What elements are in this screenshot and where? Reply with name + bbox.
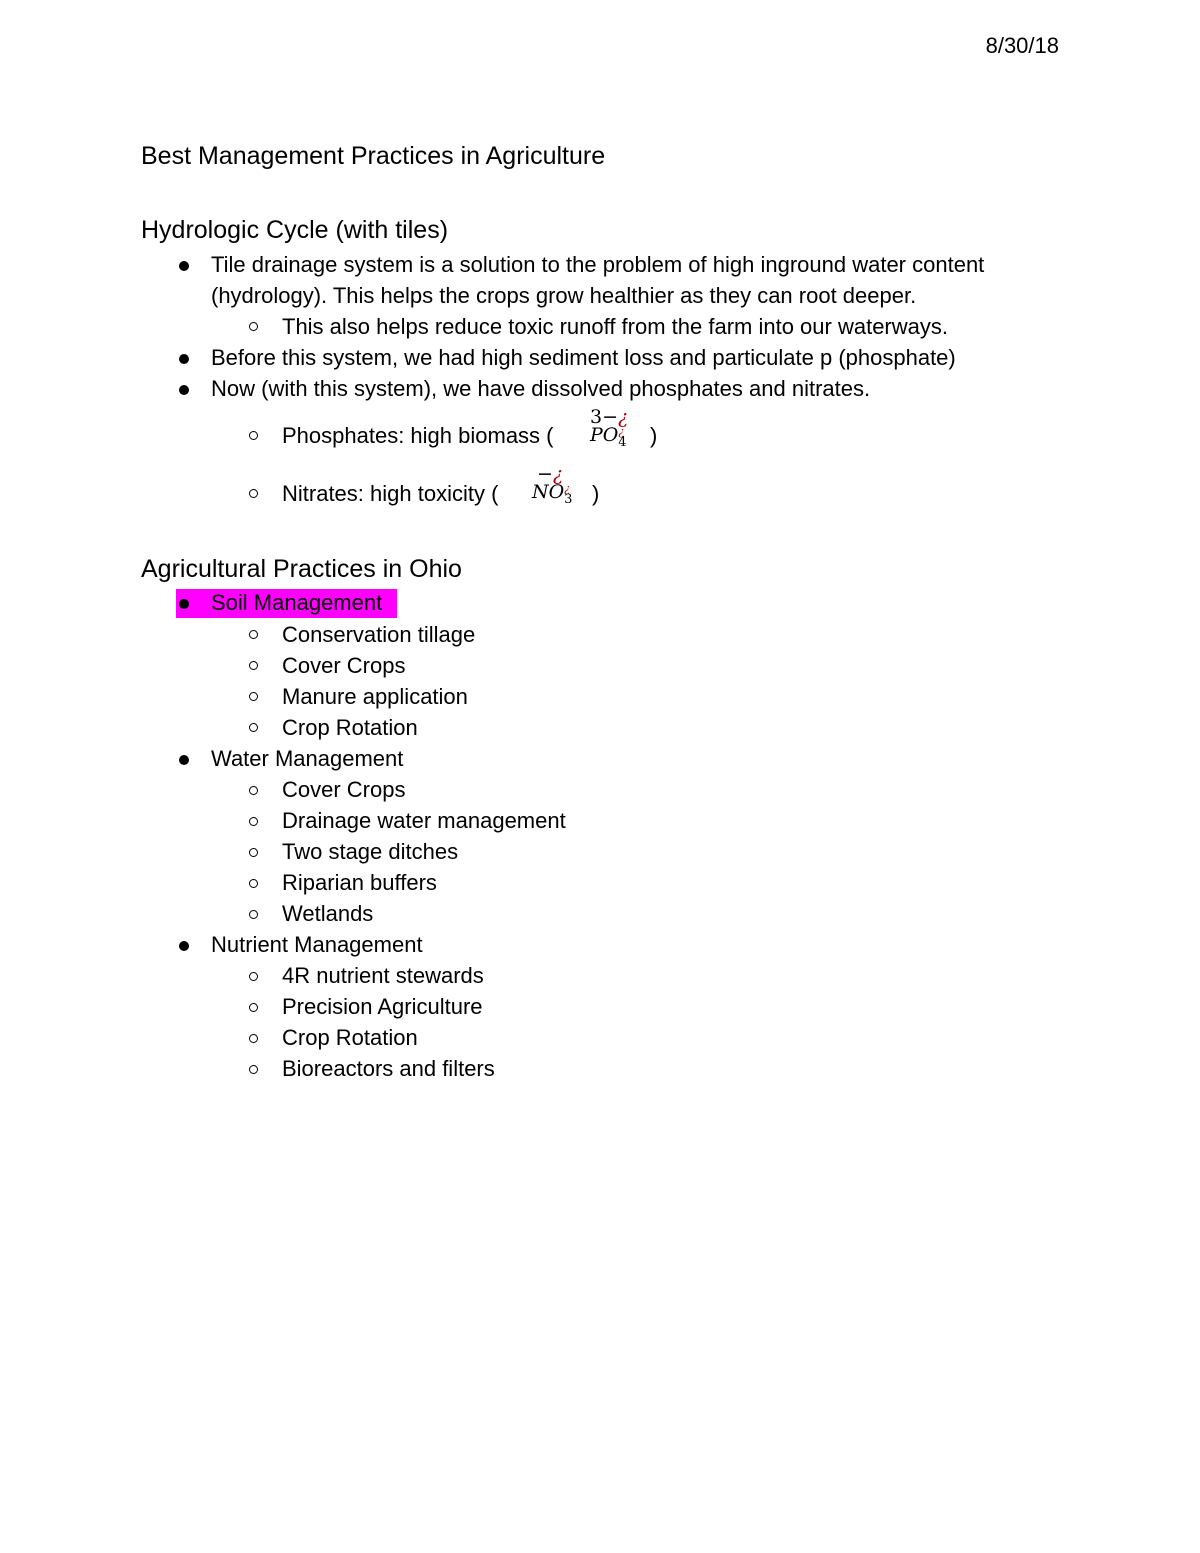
- sub-bullet-circle: [249, 661, 258, 670]
- soil-item: Crop Rotation: [282, 715, 418, 740]
- sub-bullet-circle: [249, 431, 258, 440]
- nitrates-close-paren: ): [592, 481, 600, 506]
- bullet-soil-management: Soil Management: [211, 590, 383, 615]
- nutrient-item: Crop Rotation: [282, 1025, 418, 1050]
- soil-item: Conservation tillage: [282, 622, 476, 647]
- bullet-before-system: Before this system, we had high sediment loss and particulate p (phosphate): [211, 345, 956, 370]
- nutrient-item: Precision Agriculture: [282, 994, 483, 1019]
- sub-bullet-circle: [249, 972, 258, 981]
- bullet-dot: [179, 354, 189, 364]
- sub-bullet-circle: [249, 322, 258, 331]
- sub-bullet-circle: [249, 817, 258, 826]
- water-item: Drainage water management: [282, 808, 566, 833]
- sub-bullet-toxic-runoff: This also helps reduce toxic runoff from the farm into our waterways.: [282, 314, 948, 339]
- sub-bullet-circle: [249, 879, 258, 888]
- bullet-nutrient-management: Nutrient Management: [211, 932, 423, 957]
- document-date: 8/30/18: [985, 33, 1059, 58]
- bullet-tile-drainage-line1: Tile drainage system is a solution to the problem of high inground water content: [211, 252, 985, 277]
- nutrient-item: Bioreactors and filters: [282, 1056, 495, 1081]
- sub-bullet-circle: [249, 630, 258, 639]
- bullet-tile-drainage-line2: (hydrology). This helps the crops grow healthier as they can root deeper.: [211, 283, 917, 308]
- sub-bullet-circle: [249, 848, 258, 857]
- section-heading-ohio-practices: Agricultural Practices in Ohio: [141, 555, 462, 583]
- water-item: Two stage ditches: [282, 839, 459, 864]
- water-item: Wetlands: [282, 901, 374, 926]
- sub-bullet-circle: [249, 723, 258, 732]
- sub-bullet-circle: [249, 1003, 258, 1012]
- section-heading-hydrologic-cycle: Hydrologic Cycle (with tiles): [141, 216, 449, 244]
- sub-bullet-circle: [249, 489, 258, 498]
- bullet-now-system: Now (with this system), we have dissolved phosphates and nitrates.: [211, 376, 871, 401]
- nutrient-item: 4R nutrient stewards: [282, 963, 484, 988]
- bullet-dot: [179, 261, 189, 271]
- sub-bullet-circle: [249, 910, 258, 919]
- water-item: Riparian buffers: [282, 870, 437, 895]
- bullet-water-management: Water Management: [211, 746, 404, 771]
- phosphates-label: Phosphates: high biomass (: [282, 423, 554, 448]
- bullet-dot: [179, 599, 189, 609]
- sub-bullet-circle: [249, 692, 258, 701]
- phosphates-close-paren: ): [650, 423, 658, 448]
- bullet-dot: [179, 755, 189, 765]
- sub-bullet-circle: [249, 786, 258, 795]
- sub-bullet-circle: [249, 1065, 258, 1074]
- document-title: Best Management Practices in Agriculture: [141, 142, 606, 170]
- soil-item: Cover Crops: [282, 653, 406, 678]
- bullet-dot: [179, 385, 189, 395]
- soil-item: Manure application: [282, 684, 468, 709]
- water-item: Cover Crops: [282, 777, 406, 802]
- bullet-dot: [179, 941, 189, 951]
- nitrate-formula: −¿ $NO^¿_3$: [532, 463, 573, 507]
- nitrates-label: Nitrates: high toxicity (: [282, 481, 499, 506]
- phosphate-formula: 3−¿ $PO^¿_4$: [590, 406, 629, 450]
- sub-bullet-circle: [249, 1034, 258, 1043]
